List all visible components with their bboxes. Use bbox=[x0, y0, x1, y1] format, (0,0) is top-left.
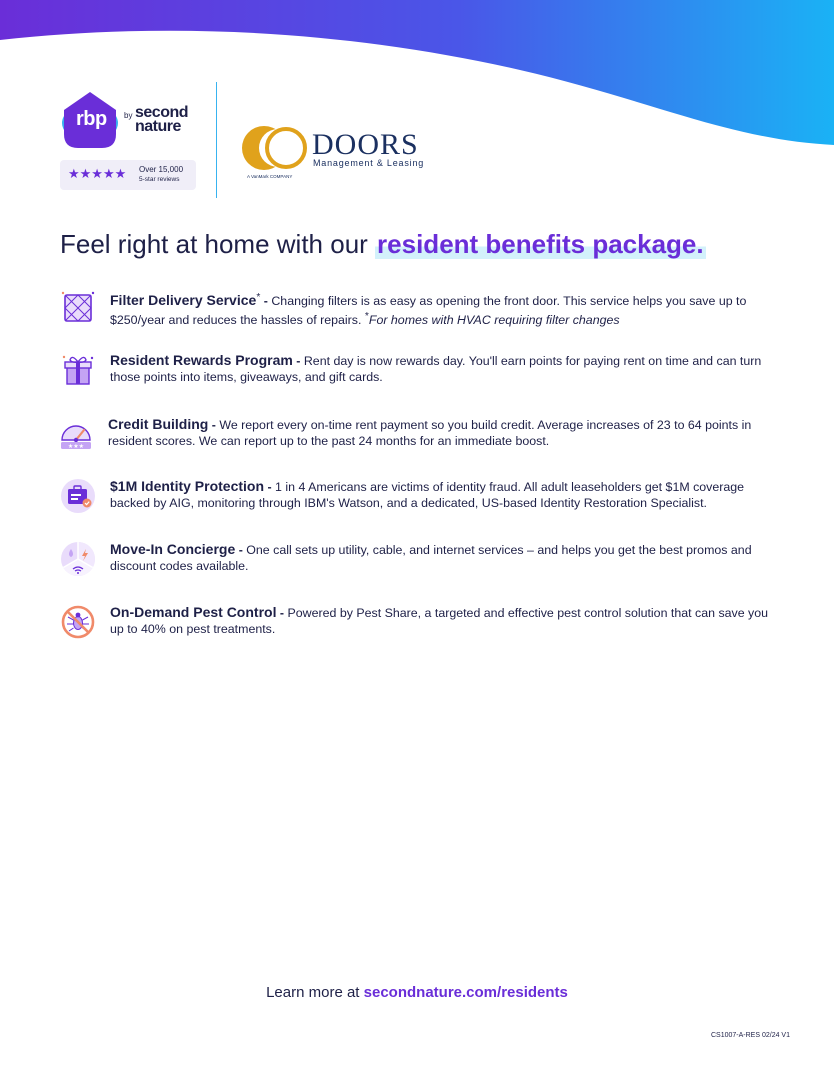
benefit-filter-note: For homes with HVAC requiring filter changes bbox=[368, 313, 620, 328]
reviews-count: Over 15,000 bbox=[139, 165, 184, 174]
credit-gauge-icon bbox=[58, 416, 94, 452]
benefit-rewards-title: Resident Rewards Program bbox=[110, 352, 293, 368]
footer-link[interactable]: secondnature.com/residents bbox=[363, 984, 568, 1001]
benefit-pest-text bbox=[110, 604, 780, 637]
logo-divider bbox=[216, 82, 217, 198]
logo-block bbox=[60, 86, 460, 201]
benefit-filter-separator: - bbox=[260, 294, 272, 309]
doors-logo-name: DOORS bbox=[312, 128, 419, 161]
headline-prefix: Feel right at home with our bbox=[60, 229, 376, 259]
star-rating-icon: ★★★★★ bbox=[68, 166, 127, 181]
utilities-icon bbox=[60, 541, 96, 577]
benefit-rewards-text bbox=[110, 352, 780, 385]
benefit-identity-text bbox=[110, 478, 780, 511]
rbp-logo-text: rbp bbox=[76, 108, 107, 130]
benefit-filter-title-mark: * bbox=[256, 292, 261, 303]
benefit-pest-separator: - bbox=[276, 606, 288, 620]
filter-icon bbox=[60, 290, 96, 326]
benefit-filter-description: Changing filters is as easy as opening the front door. This service helps you save up to $250/year and reduces the hassles of repairs. bbox=[110, 294, 747, 328]
benefit-credit-title: Credit Building bbox=[108, 416, 209, 432]
benefit-credit-separator: - bbox=[208, 418, 220, 432]
benefit-credit-description: We report every on-time rent payment so you build credit. Average increases of 23 to 64 points in resident scores. We can report up to the past 24 months for an immediate boost. bbox=[108, 418, 752, 448]
benefit-concierge-description: One call sets up utility, cable, and internet services – and helps you get the best promos and discount codes available. bbox=[110, 543, 752, 573]
benefit-concierge-text bbox=[110, 541, 780, 574]
benefit-identity-description: 1 in 4 Americans are victims of identity fraud. All adult leaseholders get $1M coverage backed by AIG, monitoring through IBM's Watson, and a dedicated, US-based Identity Restoration Specialist. bbox=[110, 480, 745, 510]
benefit-concierge-separator: - bbox=[235, 543, 247, 557]
benefit-filter-text bbox=[110, 290, 780, 328]
footer-cta bbox=[0, 984, 834, 1001]
benefit-pest-title: On-Demand Pest Control bbox=[110, 604, 277, 620]
benefit-credit-text bbox=[108, 416, 778, 449]
page-headline bbox=[60, 229, 706, 260]
benefit-identity-title: $1M Identity Protection bbox=[110, 478, 265, 494]
by-label: by bbox=[124, 111, 133, 120]
benefit-pest-description: Powered by Pest Share, a targeted and effective pest control solution that can save you up to 40% on pest treatments. bbox=[110, 606, 769, 636]
benefit-identity-separator: - bbox=[264, 480, 276, 494]
headline-accent: resident benefits package. bbox=[377, 229, 704, 259]
identity-protection-icon bbox=[60, 478, 96, 514]
second-nature-logo bbox=[135, 106, 188, 134]
brand-line-1: second bbox=[135, 104, 189, 121]
benefit-concierge-title: Move-In Concierge bbox=[110, 541, 236, 557]
gift-icon bbox=[60, 352, 96, 388]
benefit-filter-note-mark: * bbox=[364, 311, 369, 323]
reviews-badge bbox=[60, 160, 196, 190]
svg-text:★★★: ★★★ bbox=[67, 443, 85, 450]
doors-logo-icon bbox=[242, 124, 312, 172]
no-pest-icon bbox=[60, 604, 96, 640]
doors-logo-tagline: A VanMark COMPANY bbox=[247, 174, 293, 179]
doors-logo-subtitle: Management & Leasing bbox=[313, 158, 425, 168]
footer-prefix: Learn more at bbox=[266, 984, 364, 1001]
benefit-filter-title: Filter Delivery Service bbox=[110, 292, 257, 309]
benefit-rewards-description: Rent day is now rewards day. You'll earn points for paying rent on time and can turn those points into items, giveaways, and gift cards. bbox=[110, 354, 762, 384]
reviews-label: 5-star reviews bbox=[139, 176, 180, 183]
benefit-rewards-separator: - bbox=[292, 354, 304, 368]
brand-line-2: nature bbox=[135, 118, 181, 135]
document-code: CS1007-A-RES 02/24 V1 bbox=[711, 1032, 790, 1039]
